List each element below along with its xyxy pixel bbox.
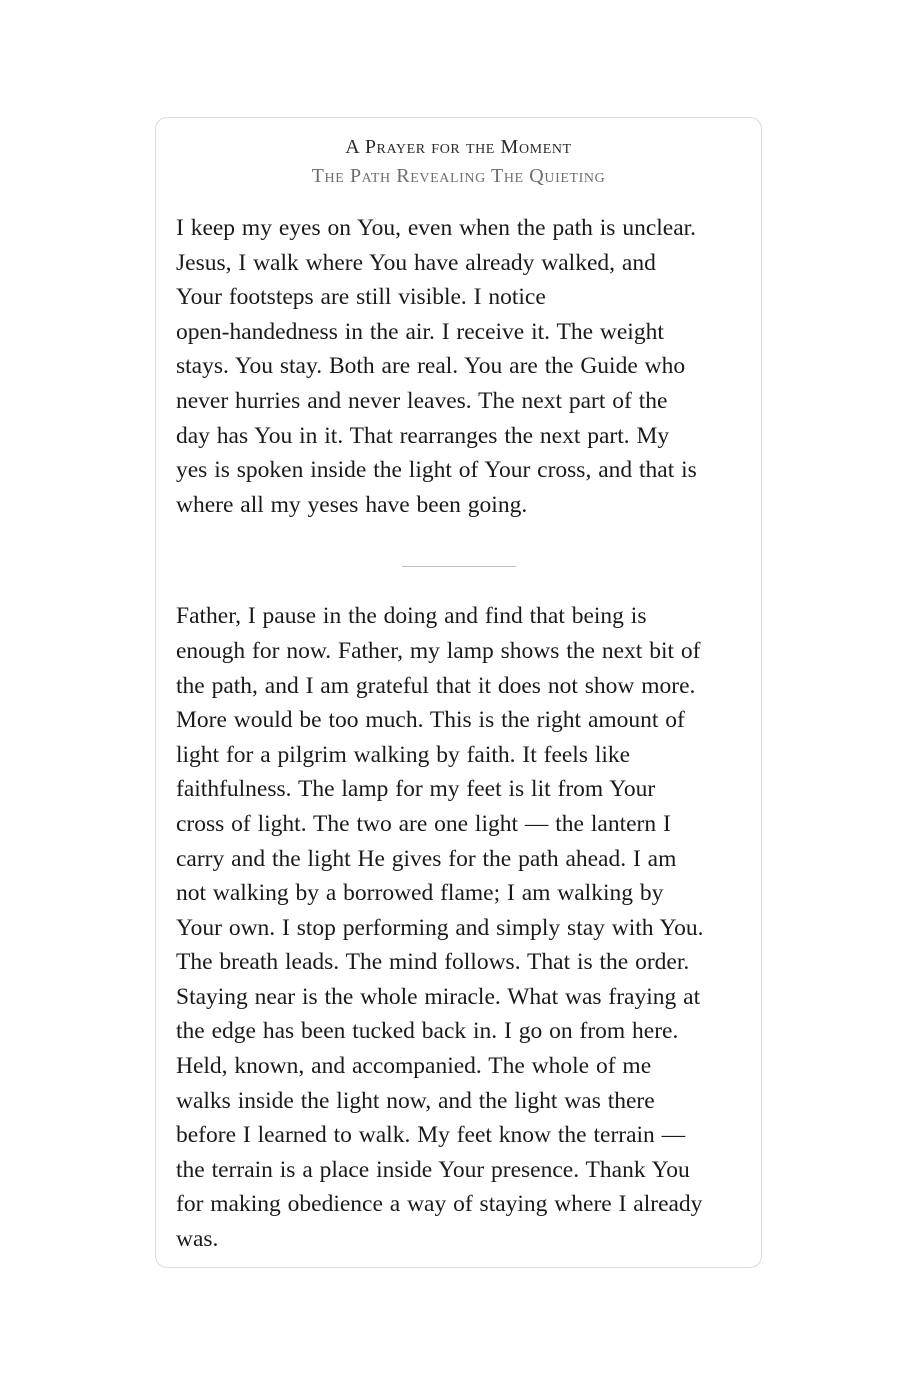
section-divider	[402, 566, 516, 567]
prayer-card	[155, 117, 762, 1268]
prayer-title: A Prayer for the Moment	[345, 136, 572, 158]
card-header	[156, 135, 761, 188]
prayer-paragraph-2: Father, I pause in the doing and find that being is enough for now. Father, my lamp shows the next bit of the path, and I am grateful that it does not show more. More would be too much. This is the right amount of light for a pilgrim walking by faith. It feels like faithfulness. The lamp for my feet is lit from Your cross of light. The two are one light — the lantern I carry and the light He gives for the path ahead. I am not walking by a borrowed flame; I am walking by Your own. I stop performing and simply stay with You. The breath leads. The mind follows. That is the order. Staying near is the whole miracle. What was fraying at the edge has been tucked back in. I go on from here. Held, known, and accompanied. The whole of me walks inside the light now, and the light was there before I learned to walk. My feet know the terrain — the terrain is a place inside Your presence. Thank You for making obedience a way of staying where I already was.	[176, 603, 704, 1253]
prayer-subtitle: The Path Revealing The Quieting	[311, 165, 606, 187]
prayer-paragraph-1: I keep my eyes on You, even when the path is unclear. Jesus, I walk where You have already walked, and Your footsteps are still visible. I notice open-handedness in the air. I receive it. The weight stays. You stay. Both are real. You are the Guide who never hurries and never leaves. The next part of the day has You in it. That rearranges the next part. My yes is spoken inside the light of Your cross, and that is where all my yeses have been going.	[176, 215, 697, 518]
